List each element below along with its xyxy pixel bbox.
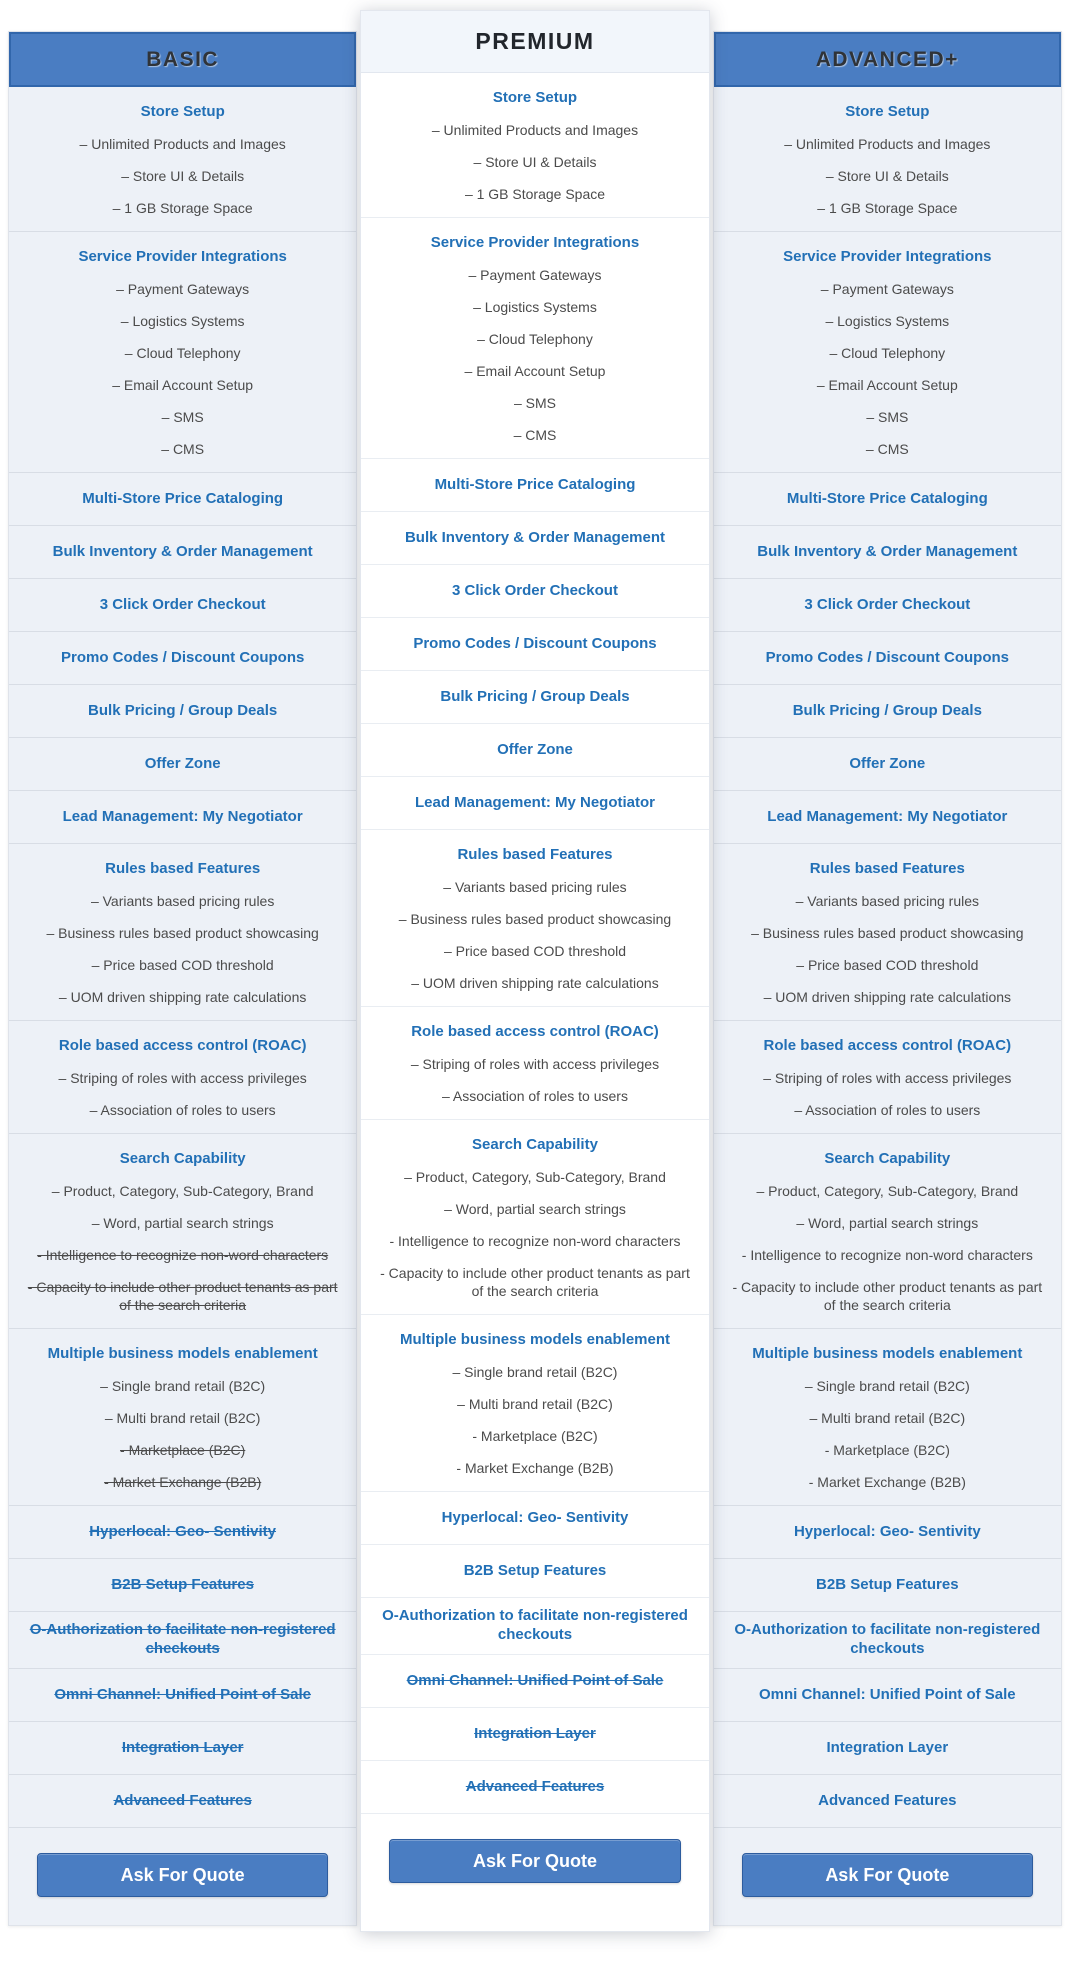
feature-heading: Multiple business models enablement: [47, 1345, 318, 1362]
feature-item: – Store UI & Details: [473, 154, 597, 170]
feature-section-promo-codes-discount-coupons: [9, 631, 356, 684]
plan-body: [714, 87, 1061, 1827]
feature-item: – UOM driven shipping rate calculations: [58, 989, 307, 1005]
feature-heading: Bulk Inventory & Order Management: [404, 528, 666, 546]
feature-section-hyperlocal-geo-sentivity: [714, 1505, 1061, 1558]
feature-item: – Email Account Setup: [464, 363, 606, 379]
feature-section-rules-based-features: [9, 843, 356, 1020]
feature-item: - Market Exchange (B2B): [456, 1460, 614, 1476]
plan-title: ADVANCED+: [815, 47, 959, 71]
feature-item: - Intelligence to recognize non-word characters: [389, 1233, 681, 1249]
plan-column-premium: [360, 10, 709, 1932]
feature-section-multi-store-price-cataloging: [9, 472, 356, 525]
feature-item: – Price based COD threshold: [796, 957, 979, 973]
feature-item: - Marketplace (B2C): [472, 1428, 598, 1444]
feature-item: – Striping of roles with access privileges: [58, 1070, 307, 1086]
feature-item: – UOM driven shipping rate calculations: [411, 975, 659, 991]
feature-item: – Price based COD threshold: [443, 943, 627, 959]
feature-section-omni-channel-unified-point-of-sale: [714, 1668, 1061, 1721]
feature-heading: Bulk Inventory & Order Management: [757, 542, 1018, 560]
feature-heading: O-Authorization to facilitate non-registered checkouts: [29, 1621, 336, 1657]
feature-section-offer-zone: [9, 737, 356, 790]
feature-heading: Search Capability: [472, 1136, 598, 1153]
feature-heading: Promo Codes / Discount Coupons: [413, 634, 657, 652]
feature-heading: Hyperlocal: Geo- Sentivity: [89, 1522, 277, 1540]
feature-heading: O-Authorization to facilitate non-registered checkouts: [734, 1621, 1041, 1657]
feature-item: – Striping of roles with access privileges: [763, 1070, 1012, 1086]
feature-section-hyperlocal-geo-sentivity: [9, 1505, 356, 1558]
feature-item: – Variants based pricing rules: [795, 893, 980, 909]
feature-item: – Single brand retail (B2C): [100, 1378, 266, 1394]
feature-item: – Unlimited Products and Images: [79, 136, 286, 152]
feature-item: – Variants based pricing rules: [443, 879, 627, 895]
feature-heading: 3 Click Order Checkout: [804, 595, 971, 613]
feature-item: – SMS: [866, 409, 909, 425]
feature-heading: Integration Layer: [121, 1738, 244, 1756]
feature-heading: Service Provider Integrations: [78, 248, 287, 265]
feature-heading: Omni Channel: Unified Point of Sale: [54, 1685, 311, 1703]
plan-header-basic: [9, 32, 356, 87]
feature-section-multiple-business-models-enablement: [9, 1328, 356, 1505]
feature-item: – 1 GB Storage Space: [817, 200, 958, 216]
feature-section-bulk-inventory-order-management: [714, 525, 1061, 578]
feature-section-multi-store-price-cataloging: [714, 472, 1061, 525]
feature-heading: O-Authorization to facilitate non-registered checkouts: [382, 1607, 688, 1643]
feature-heading: Integration Layer: [474, 1724, 596, 1742]
feature-item: – Word, partial search strings: [444, 1201, 626, 1217]
feature-section-store-setup: [714, 87, 1061, 231]
feature-section-offer-zone: [361, 723, 708, 776]
feature-heading: Offer Zone: [497, 740, 573, 758]
feature-heading: Store Setup: [140, 103, 225, 120]
feature-section-role-based-access-control-roac: [361, 1006, 708, 1119]
feature-heading: Advanced Features: [113, 1791, 252, 1809]
plan-body: [9, 87, 356, 1827]
feature-item: – Multi brand retail (B2C): [457, 1396, 613, 1412]
feature-heading: Advanced Features: [818, 1791, 957, 1809]
feature-item: – CMS: [865, 441, 909, 457]
feature-section-multi-store-price-cataloging: [361, 458, 708, 511]
feature-item: – Multi brand retail (B2C): [809, 1410, 966, 1426]
feature-heading: Omni Channel: Unified Point of Sale: [406, 1671, 664, 1689]
feature-item: – Product, Category, Sub-Category, Brand: [756, 1183, 1019, 1199]
feature-section-bulk-inventory-order-management: [9, 525, 356, 578]
feature-item: – Variants based pricing rules: [90, 893, 275, 909]
feature-heading: Offer Zone: [849, 754, 926, 772]
feature-heading: Rules based Features: [809, 860, 965, 877]
feature-section-omni-channel-unified-point-of-sale: [9, 1668, 356, 1721]
feature-item: – Cloud Telephony: [124, 345, 241, 361]
feature-section-b2b-setup-features: [361, 1544, 708, 1597]
feature-item: – Payment Gateways: [820, 281, 954, 297]
feature-item: – SMS: [513, 395, 556, 411]
feature-section-lead-management-my-negotiator: [714, 790, 1061, 843]
feature-heading: Advanced Features: [465, 1777, 605, 1795]
plan-title: PREMIUM: [475, 28, 595, 54]
feature-item: - Intelligence to recognize non-word characters: [741, 1247, 1033, 1263]
feature-item: – Association of roles to users: [89, 1102, 276, 1118]
pricing-table: [8, 0, 1062, 1936]
feature-heading: Hyperlocal: Geo- Sentivity: [441, 1508, 629, 1526]
feature-section-integration-layer: [9, 1721, 356, 1774]
feature-item: – CMS: [161, 441, 205, 457]
feature-section-store-setup: [9, 87, 356, 231]
feature-heading: Store Setup: [492, 89, 578, 106]
feature-item: – Store UI & Details: [825, 168, 949, 184]
feature-section-bulk-inventory-order-management: [361, 511, 708, 564]
feature-section-advanced-features: [9, 1774, 356, 1827]
feature-item: – Single brand retail (B2C): [452, 1364, 618, 1380]
feature-heading: B2B Setup Features: [816, 1575, 959, 1593]
feature-section-rules-based-features: [361, 829, 708, 1006]
feature-item: – Cloud Telephony: [829, 345, 946, 361]
feature-item: – Logistics Systems: [825, 313, 950, 329]
feature-item: – Email Account Setup: [816, 377, 958, 393]
feature-section-o-authorization-to-facilitate-non-registered-checkouts: [9, 1611, 356, 1668]
feature-heading: Bulk Pricing / Group Deals: [792, 701, 982, 719]
feature-heading: Omni Channel: Unified Point of Sale: [758, 1685, 1016, 1703]
feature-section-3-click-order-checkout: [361, 564, 708, 617]
feature-section-lead-management-my-negotiator: [9, 790, 356, 843]
feature-section-search-capability: [9, 1133, 356, 1328]
feature-section-rules-based-features: [714, 843, 1061, 1020]
feature-heading: Search Capability: [824, 1150, 951, 1167]
feature-section-b2b-setup-features: [9, 1558, 356, 1611]
feature-section-promo-codes-discount-coupons: [714, 631, 1061, 684]
feature-item: - Marketplace (B2C): [824, 1442, 950, 1458]
feature-heading: B2B Setup Features: [463, 1561, 607, 1579]
ask-for-quote-button-premium[interactable]: Ask For Quote: [389, 1839, 680, 1883]
feature-item: – Unlimited Products and Images: [784, 136, 991, 152]
feature-section-search-capability: [361, 1119, 708, 1314]
feature-heading: B2B Setup Features: [111, 1575, 254, 1593]
feature-item: – Logistics Systems: [473, 299, 597, 315]
feature-item: – Business rules based product showcasing: [46, 925, 319, 941]
feature-section-promo-codes-discount-coupons: [361, 617, 708, 670]
feature-section-store-setup: [361, 73, 708, 217]
feature-heading: Promo Codes / Discount Coupons: [60, 648, 305, 666]
feature-heading: Role based access control (ROAC): [763, 1037, 1012, 1054]
feature-section-3-click-order-checkout: [714, 578, 1061, 631]
feature-item: - Capacity to include other product tenants as part of the search criteria: [380, 1265, 690, 1299]
feature-heading: Integration Layer: [826, 1738, 949, 1756]
feature-item: - Market Exchange (B2B): [808, 1474, 966, 1490]
feature-section-lead-management-my-negotiator: [361, 776, 708, 829]
feature-section-o-authorization-to-facilitate-non-registered-checkouts: [714, 1611, 1061, 1668]
feature-item: – Word, partial search strings: [796, 1215, 979, 1231]
feature-item: – UOM driven shipping rate calculations: [763, 989, 1012, 1005]
feature-item: – Association of roles to users: [794, 1102, 981, 1118]
feature-item: – Business rules based product showcasing: [398, 911, 672, 927]
feature-item: – 1 GB Storage Space: [464, 186, 606, 202]
feature-heading: Bulk Pricing / Group Deals: [440, 687, 630, 705]
feature-heading: 3 Click Order Checkout: [99, 595, 266, 613]
feature-heading: Role based access control (ROAC): [411, 1023, 659, 1040]
feature-section-integration-layer: [714, 1721, 1061, 1774]
feature-section-role-based-access-control-roac: [9, 1020, 356, 1133]
feature-item: – Store UI & Details: [121, 168, 245, 184]
feature-item: - Market Exchange (B2B): [104, 1474, 262, 1490]
feature-item: – Logistics Systems: [120, 313, 245, 329]
feature-section-offer-zone: [714, 737, 1061, 790]
feature-section-service-provider-integrations: [361, 217, 708, 458]
plan-header-premium: [361, 11, 708, 73]
feature-item: – Payment Gateways: [468, 267, 602, 283]
feature-item: – Payment Gateways: [116, 281, 250, 297]
feature-item: – Price based COD threshold: [91, 957, 274, 973]
plan-column-advanced: [713, 31, 1062, 1926]
feature-item: - Marketplace (B2C): [120, 1442, 246, 1458]
feature-heading: Store Setup: [845, 103, 930, 120]
feature-section-advanced-features: [361, 1760, 708, 1813]
cta-row: [361, 1813, 708, 1931]
feature-heading: 3 Click Order Checkout: [452, 581, 618, 599]
feature-heading: Service Provider Integrations: [430, 234, 640, 251]
feature-heading: Multi-Store Price Cataloging: [82, 489, 284, 507]
feature-item: – 1 GB Storage Space: [112, 200, 253, 216]
feature-heading: Service Provider Integrations: [783, 248, 992, 265]
feature-section-bulk-pricing-group-deals: [714, 684, 1061, 737]
feature-heading: Multiple business models enablement: [752, 1345, 1023, 1362]
feature-section-o-authorization-to-facilitate-non-registered-checkouts: [361, 1597, 708, 1654]
feature-section-bulk-pricing-group-deals: [361, 670, 708, 723]
feature-heading: Hyperlocal: Geo- Sentivity: [793, 1522, 981, 1540]
feature-heading: Rules based Features: [105, 860, 261, 877]
feature-section-advanced-features: [714, 1774, 1061, 1827]
feature-heading: Multi-Store Price Cataloging: [434, 475, 636, 493]
feature-section-role-based-access-control-roac: [714, 1020, 1061, 1133]
plan-body: [361, 73, 708, 1813]
cta-row: [714, 1827, 1061, 1925]
cta-row: [9, 1827, 356, 1925]
feature-section-bulk-pricing-group-deals: [9, 684, 356, 737]
feature-section-b2b-setup-features: [714, 1558, 1061, 1611]
feature-item: – Product, Category, Sub-Category, Brand: [404, 1169, 666, 1185]
feature-section-multiple-business-models-enablement: [361, 1314, 708, 1491]
feature-item: – Single brand retail (B2C): [804, 1378, 970, 1394]
feature-item: – Striping of roles with access privileges: [410, 1056, 660, 1072]
feature-item: - Capacity to include other product tenants as part of the search criteria: [732, 1279, 1043, 1313]
feature-item: – Email Account Setup: [112, 377, 254, 393]
feature-section-search-capability: [714, 1133, 1061, 1328]
feature-item: – Multi brand retail (B2C): [104, 1410, 261, 1426]
feature-item: – Unlimited Products and Images: [431, 122, 639, 138]
feature-section-service-provider-integrations: [714, 231, 1061, 472]
feature-heading: Promo Codes / Discount Coupons: [765, 648, 1009, 666]
feature-item: - Intelligence to recognize non-word characters: [37, 1247, 329, 1263]
feature-heading: Multiple business models enablement: [399, 1331, 671, 1348]
feature-heading: Offer Zone: [144, 754, 221, 772]
feature-heading: Rules based Features: [457, 846, 613, 863]
feature-item: – SMS: [161, 409, 204, 425]
plan-title: BASIC: [146, 47, 220, 71]
feature-section-omni-channel-unified-point-of-sale: [361, 1654, 708, 1707]
feature-item: - Capacity to include other product tenants as part of the search criteria: [27, 1279, 338, 1313]
feature-item: – Association of roles to users: [441, 1088, 628, 1104]
feature-heading: Role based access control (ROAC): [58, 1037, 307, 1054]
feature-section-integration-layer: [361, 1707, 708, 1760]
feature-item: – Product, Category, Sub-Category, Brand: [51, 1183, 314, 1199]
feature-heading: Multi-Store Price Cataloging: [786, 489, 988, 507]
feature-item: – Business rules based product showcasing: [751, 925, 1024, 941]
feature-heading: Lead Management: My Negotiator: [414, 793, 655, 811]
feature-heading: Lead Management: My Negotiator: [767, 807, 1008, 825]
feature-section-service-provider-integrations: [9, 231, 356, 472]
feature-heading: Bulk Pricing / Group Deals: [88, 701, 278, 719]
feature-item: – Cloud Telephony: [477, 331, 593, 347]
feature-heading: Bulk Inventory & Order Management: [52, 542, 313, 560]
plan-column-basic: [8, 31, 357, 1926]
feature-heading: Lead Management: My Negotiator: [62, 807, 303, 825]
feature-section-multiple-business-models-enablement: [714, 1328, 1061, 1505]
ask-for-quote-button-basic[interactable]: Ask For Quote: [37, 1853, 328, 1897]
plan-header-advanced: [714, 32, 1061, 87]
feature-item: – Word, partial search strings: [91, 1215, 274, 1231]
feature-section-hyperlocal-geo-sentivity: [361, 1491, 708, 1544]
feature-heading: Search Capability: [119, 1150, 246, 1167]
feature-section-3-click-order-checkout: [9, 578, 356, 631]
feature-item: – CMS: [513, 427, 557, 443]
ask-for-quote-button-advanced[interactable]: Ask For Quote: [742, 1853, 1033, 1897]
